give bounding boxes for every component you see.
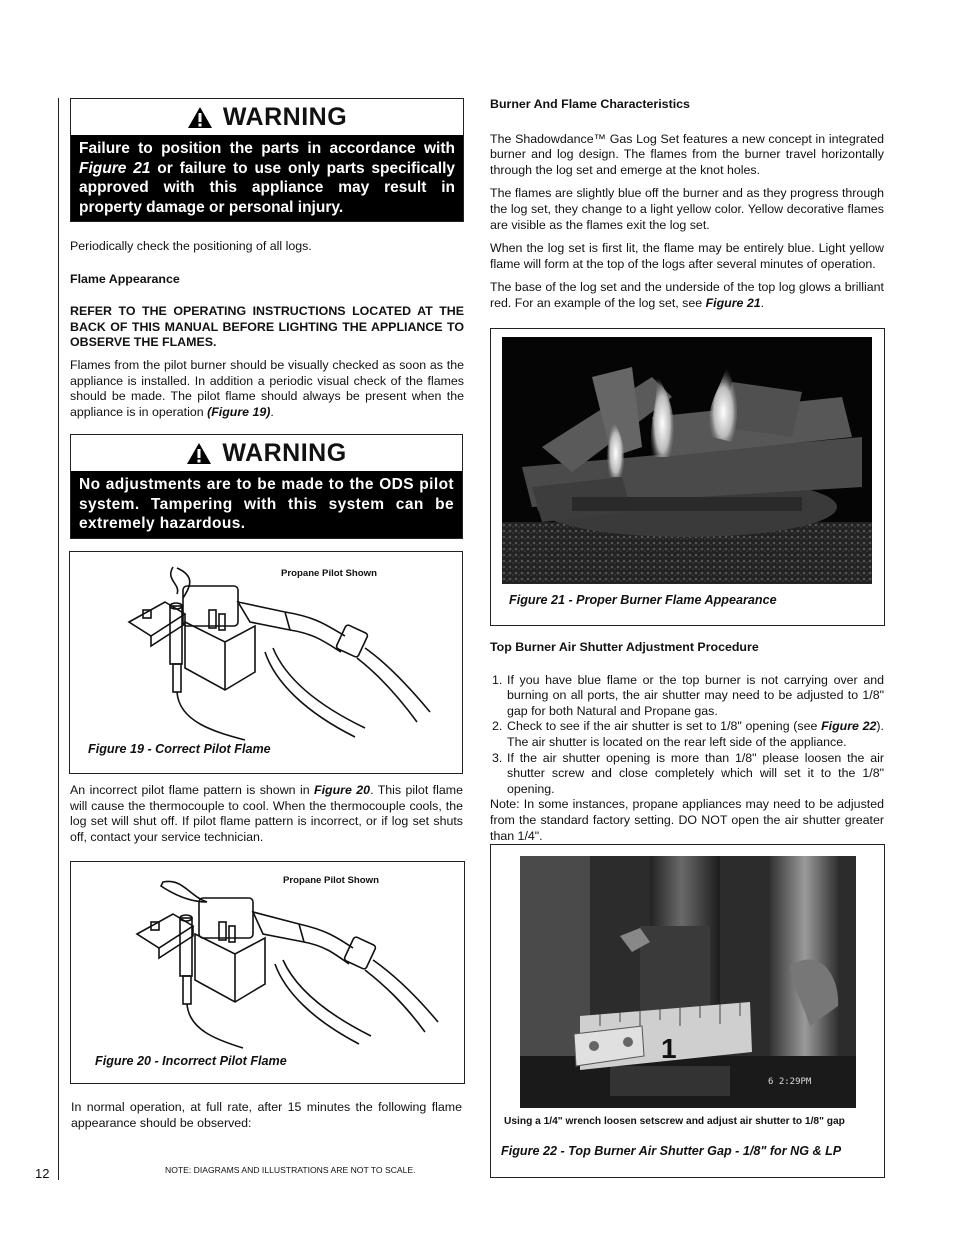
paragraph-flame-color: The flames are slightly blue off the burner and as they progress through the log set, they change to a light yellow color. Yellow decorative flames are visible as the flames exit the log set. bbox=[490, 186, 884, 232]
warning-box-positioning bbox=[70, 98, 464, 222]
photo-timestamp: 6 2:29PM bbox=[768, 1077, 812, 1087]
warning-triangle-icon bbox=[186, 442, 212, 465]
tape-measure-number: 1 bbox=[661, 1033, 677, 1064]
air-shutter-photo bbox=[520, 856, 856, 1108]
margin-rule bbox=[58, 98, 59, 1180]
warning-header bbox=[71, 99, 463, 135]
warning-box-ods bbox=[70, 434, 463, 539]
paragraph-base-glow: The base of the log set and the underside of the top log glows a brilliant red. For an example of the log set, see Figure 21. bbox=[490, 280, 884, 310]
figure-caption: Figure 19 - Correct Pilot Flame bbox=[88, 742, 271, 756]
footer-note: NOTE: DIAGRAMS AND ILLUSTRATIONS ARE NOT TO SCALE. bbox=[165, 1165, 416, 1175]
figure-caption: Figure 21 - Proper Burner Flame Appearance bbox=[509, 593, 777, 607]
figure-reference: Figure 22 bbox=[821, 719, 877, 734]
figure-20-box bbox=[70, 861, 465, 1084]
figure-caption: Figure 22 - Top Burner Air Shutter Gap - 1/8" for NG & LP bbox=[501, 1144, 842, 1158]
heading-flame-appearance: Flame Appearance bbox=[70, 271, 180, 286]
figure-instruction: Using a 1/4" wrench loosen setscrew and adjust air shutter to 1/8" gap bbox=[504, 1116, 845, 1127]
paragraph-check-logs: Periodically check the positioning of all logs. bbox=[70, 239, 312, 253]
warning-header bbox=[71, 435, 462, 471]
right-column-text-1 bbox=[490, 97, 884, 312]
warning-text: Failure to position the parts in accordance with Figure 21 or failure to use only parts specifically approved with this appliance may result in property damage or personal injury. bbox=[71, 135, 463, 221]
log-set-photo bbox=[502, 337, 872, 584]
paragraph-refer: REFER TO THE OPERATING INSTRUCTIONS LOCATED AT THE BACK OF THIS MANUAL BEFORE LIGHTING THE APPLIANCE TO OBSERVE THE FLAMES. bbox=[70, 304, 464, 350]
paragraph-shadowdance: The Shadowdance™ Gas Log Set features a new concept in integrated burner and log design. The flames from the burner travel horizontally through the log set and emerge at the knot holes. bbox=[490, 131, 884, 177]
figure-22-box bbox=[490, 844, 885, 1178]
figure-reference: Figure 21 bbox=[79, 159, 151, 177]
heading-air-shutter: Top Burner Air Shutter Adjustment Procedure bbox=[490, 640, 759, 654]
figure-reference: (Figure 19) bbox=[207, 404, 271, 419]
warning-title: WARNING bbox=[222, 438, 347, 467]
paragraph-pilot-check: Flames from the pilot burner should be visually checked as soon as the appliance is installed. In addition a periodic visual check of the flames should be made. The pilot flame should always be present when the appliance is in operation (Figure 19). bbox=[70, 357, 464, 419]
heading-burner-flame: Burner And Flame Characteristics bbox=[490, 97, 690, 111]
list-item: 2. Check to see if the air shutter is set to 1/8" opening (see Figure 22). The air shutter is located on the rear left side of the appliance. bbox=[492, 719, 884, 749]
warning-title: WARNING bbox=[222, 102, 348, 131]
adjustment-steps bbox=[490, 673, 884, 798]
paragraph-first-lit: When the log set is first lit, the flame may be entirely blue. Light yellow flame will form at the top of the logs after several minutes of operation. bbox=[490, 241, 884, 271]
paragraph-note: Note: In some instances, propane appliances may need to be adjusted from the standard factory setting. DO NOT open the air shutter greater than 1/4". bbox=[490, 797, 884, 843]
list-item: 1. If you have blue flame or the top burner is not carrying over and burning on all ports, the air shutter may need to be adjusted to 1/8" gap for both Natural and Propane gas. bbox=[492, 672, 884, 718]
warning-text: No adjustments are to be made to the ODS pilot system. Tampering with this system can be extremely hazardous. bbox=[71, 471, 462, 538]
figure-reference: Figure 21 bbox=[705, 295, 761, 310]
page-number: 12 bbox=[35, 1166, 50, 1181]
figure-caption: Figure 20 - Incorrect Pilot Flame bbox=[95, 1054, 287, 1068]
pilot-assembly-drawing bbox=[133, 872, 443, 1052]
list-item: 3. If the air shutter opening is more than 1/8" please loosen the air shutter screw and close completely which will set it to the 1/8" opening. bbox=[492, 750, 884, 796]
figure-19-box bbox=[69, 551, 463, 774]
paragraph-incorrect-pilot: An incorrect pilot flame pattern is shown in Figure 20. This pilot flame will cause the thermocouple to cool. When the thermocouple cools, the log set will shut off. If pilot flame pattern is incorrect, or if log set shuts off, contact your service technician. bbox=[70, 783, 463, 844]
left-column-text-1 bbox=[70, 239, 464, 420]
figure-label: Propane Pilot Shown bbox=[281, 568, 377, 579]
figure-reference: Figure 20 bbox=[314, 783, 371, 797]
right-column-text-2 bbox=[490, 640, 884, 844]
pilot-assembly-drawing bbox=[125, 562, 435, 742]
figure-21-box bbox=[490, 328, 885, 626]
figure-label: Propane Pilot Shown bbox=[283, 875, 379, 886]
warning-triangle-icon bbox=[187, 106, 213, 129]
paragraph-normal-operation: In normal operation, at full rate, after 15 minutes the following flame appearance should be observed: bbox=[71, 1100, 462, 1130]
